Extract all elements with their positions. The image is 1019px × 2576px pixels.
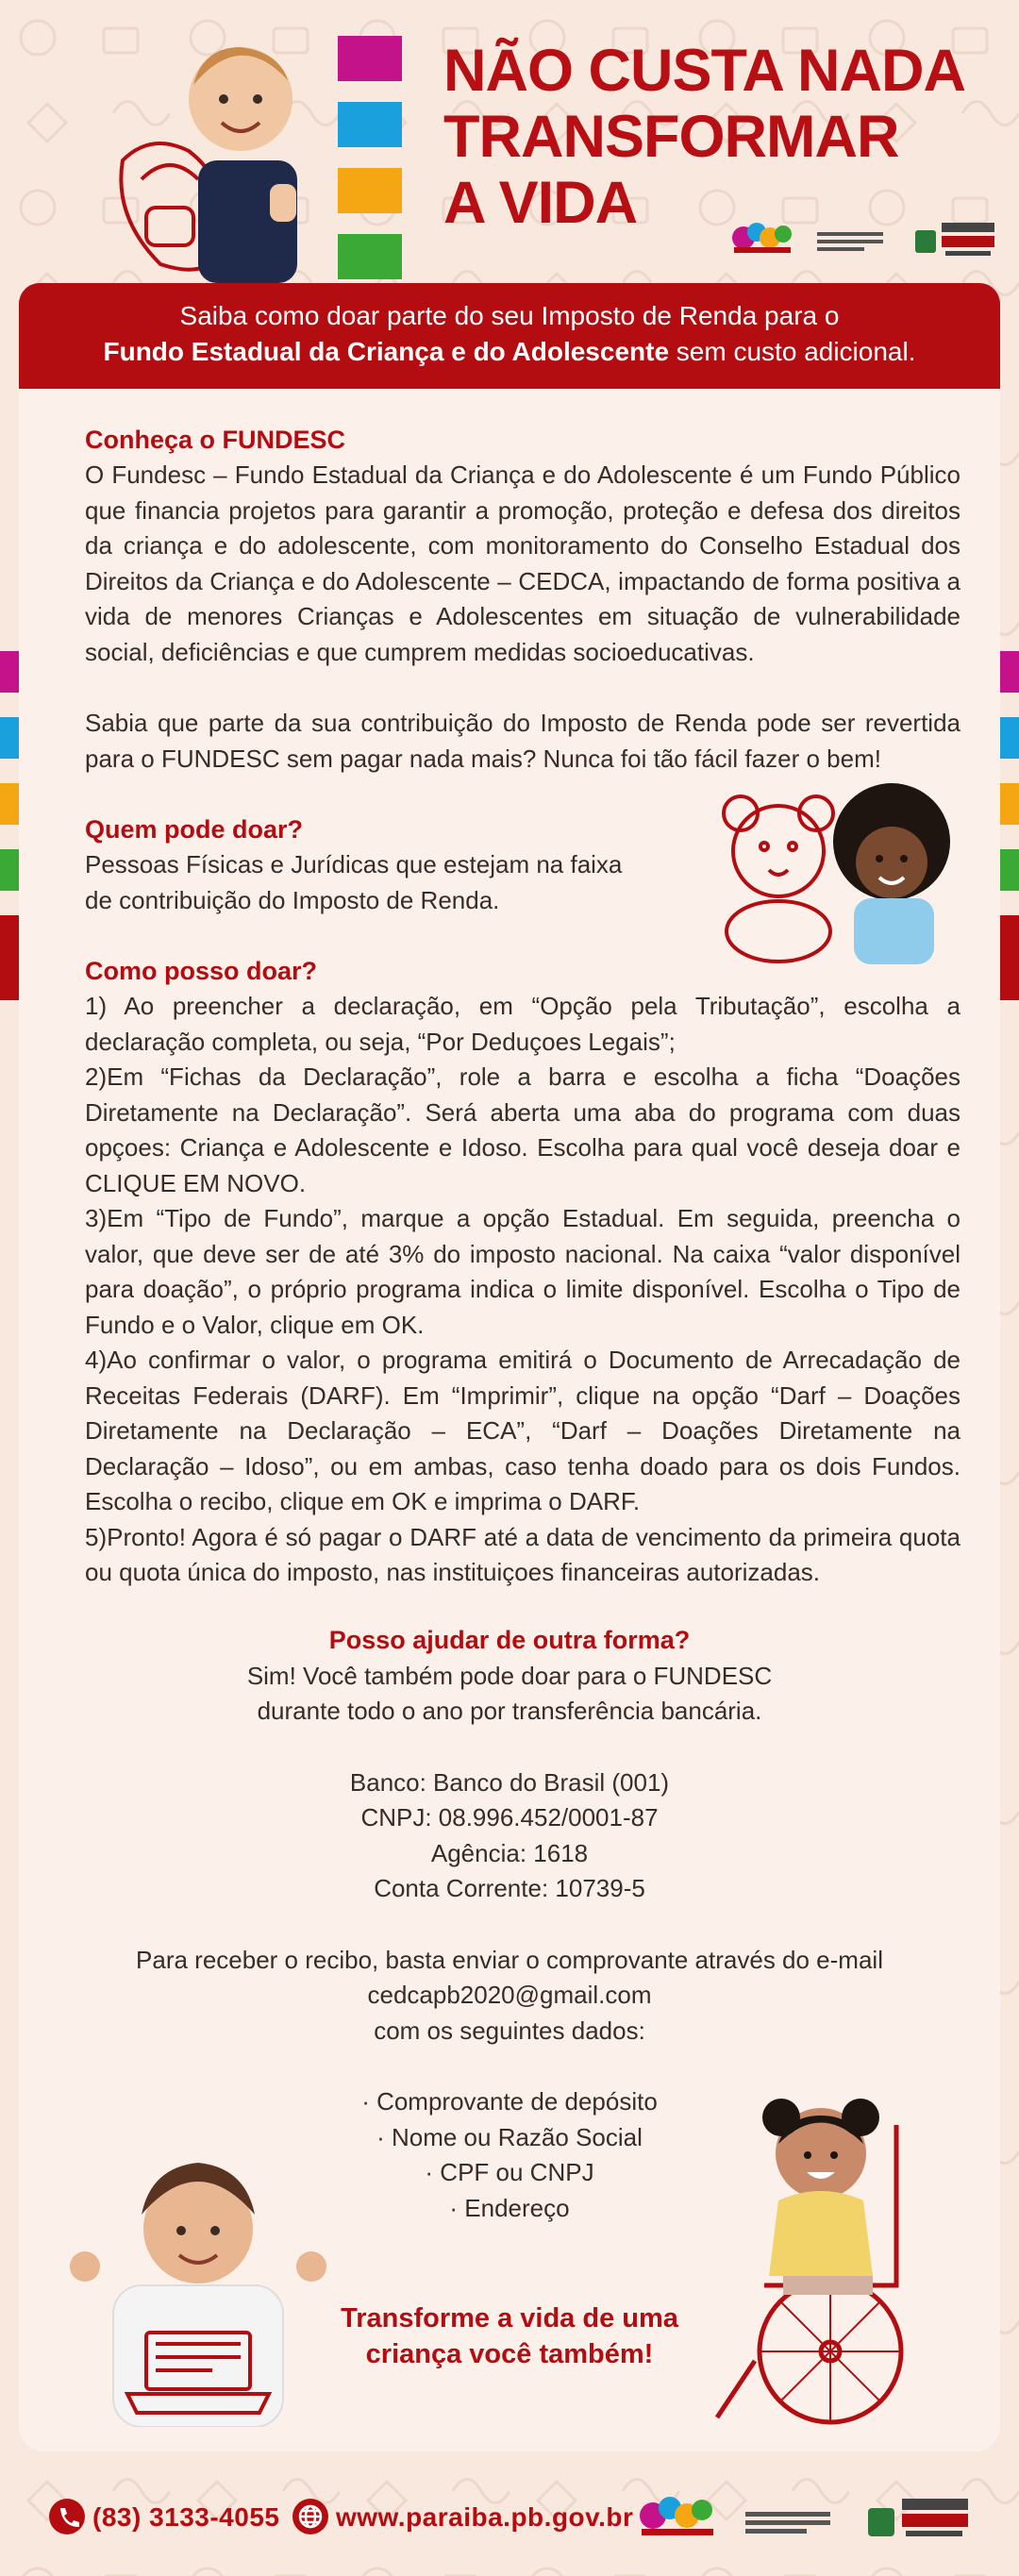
cta-line-2: criança você também! bbox=[365, 2339, 654, 2369]
paraiba-logo bbox=[915, 223, 994, 256]
step-1: 1) Ao preencher a declaração, em “Opção pela Tributação”, escolha a declaração completa, ou seja, “Por Deduçoes Legais”; bbox=[85, 992, 961, 1056]
intro-line-2 bbox=[19, 334, 1000, 370]
square-green bbox=[338, 234, 402, 279]
intro-line-2-rest: sem custo adicional. bbox=[669, 337, 916, 366]
cedca-logo-footer bbox=[640, 2497, 713, 2535]
who-body: Pessoas Físicas e Jurídicas que estejam na faixa de contribuição do Imposto de Renda. bbox=[85, 850, 623, 914]
phone-icon bbox=[49, 2499, 85, 2534]
footer-logos bbox=[632, 2489, 1000, 2550]
data-item-name: · Nome ou Razão Social bbox=[376, 2122, 643, 2151]
bank-agency: Agência: 1618 bbox=[430, 1838, 589, 1867]
side-stripe-red-right bbox=[998, 915, 1019, 1000]
fundesc-body: O Fundesc – Fundo Estadual da Criança e do Adolescente é um Fundo Público que financia projetos para garantir a promoção, proteção e defesa dos direitos da criança e do adolescente, com monitoramento do Conselho Estadual dos Direitos da Criança e do Adolescente – CEDCA, impactando de forma positiva a vida de menores Crianças e Adolescentes em situação de vulnerabilidade social, deficiências e que cumprem medidas socioeducativas. bbox=[85, 460, 961, 666]
step-3: 3)Em “Tipo de Fundo”, marque a opção Estadual. Em seguida, preencha o valor, que deve ser de até 3% do imposto nacional. Na caixa “valor disponível para doação”, o próprio programa indica o limite disponível. Escolha o Tipo de Fundo e o Valor, clique em OK. bbox=[85, 1204, 961, 1339]
step-2: 2)Em “Fichas da Declaração”, role a barra e escolha a ficha “Doações Diretamente na Declaração”. Será aberta uma aba do programa com duas opçoes: Criança e Adolescente e Idoso. Escolha para qual você deseja doar e CLIQUE EM NOVO. bbox=[85, 1062, 961, 1197]
square-orange bbox=[338, 168, 402, 213]
boy-with-laptop-illustration bbox=[47, 2125, 349, 2427]
boy-with-backpack-illustration bbox=[94, 19, 321, 283]
intro-fund-name: Fundo Estadual da Criança e do Adolescente bbox=[103, 337, 670, 366]
girl-with-teddy-illustration bbox=[698, 776, 981, 964]
receipt-email: cedcapb2020@gmail.com bbox=[367, 1981, 652, 2009]
bank-name: Banco: Banco do Brasil (001) bbox=[349, 1767, 670, 1797]
footer-website[interactable]: www.paraiba.pb.gov.br bbox=[336, 2502, 634, 2532]
intro-band bbox=[19, 283, 1000, 389]
cedca-logo bbox=[732, 223, 792, 253]
secretaria-logo bbox=[817, 232, 883, 251]
side-stripe-orange-right bbox=[998, 783, 1019, 825]
content-card bbox=[19, 389, 1000, 2451]
bank-cnpj: CNPJ: 08.996.452/0001-87 bbox=[360, 1803, 659, 1832]
headline bbox=[443, 38, 972, 236]
who-title: Quem pode doar? bbox=[85, 815, 304, 844]
cta-line-1: Transforme a vida de uma bbox=[341, 2303, 678, 2333]
headline-line-1: NÃO CUSTA NADA bbox=[443, 38, 965, 104]
side-stripe-magenta-left bbox=[0, 651, 21, 693]
side-stripe-orange-left bbox=[0, 783, 21, 825]
girl-with-wheelchair-illustration bbox=[679, 2068, 981, 2446]
receipt-line-3: com os seguintes dados: bbox=[374, 2016, 645, 2045]
footer bbox=[0, 2463, 1019, 2576]
side-stripe-red-left bbox=[0, 915, 21, 1000]
side-stripe-green-right bbox=[998, 849, 1019, 891]
receipt-line-1: Para receber o recibo, basta enviar o comprovante através do e-mail bbox=[136, 1945, 883, 1974]
data-item-deposit: · Comprovante de depósito bbox=[361, 2087, 658, 2116]
step-4: 4)Ao confirmar o valor, o programa emitirá o Documento de Arrecadação de Receitas Federais (DARF). Em “Imprimir”, clique na opção “Darf – Doações Diretamente na Declaração – ECA”, “Darf – Doações Diretamente na Declaração – Idoso”, ou em ambas, caso tenha doado para os dois Fundos. Escolha o recibo, clique em OK e imprima o DARF. bbox=[85, 1346, 961, 1515]
contrib-body: Sabia que parte da sua contribuição do Imposto de Renda pode ser revertida para o FUNDESC sem pagar nada mais? Nunca foi tão fácil fazer o bem! bbox=[85, 709, 961, 773]
headline-line-3: A VIDA bbox=[443, 170, 638, 236]
globe-icon bbox=[292, 2499, 328, 2534]
secretaria-logo-footer bbox=[745, 2512, 830, 2534]
other-line-2: durante todo o ano por transferência bancária. bbox=[257, 1697, 762, 1725]
square-blue bbox=[338, 102, 402, 147]
intro-line-1: Saiba como doar parte do seu Imposto de Renda para o bbox=[179, 301, 840, 330]
side-stripe-green-left bbox=[0, 849, 21, 891]
step-5: 5)Pronto! Agora é só pagar o DARF até a data de vencimento da primeira quota ou quota única do imposto, nas instituiçoes financeiras autorizadas. bbox=[85, 1522, 961, 1586]
other-title: Posso ajudar de outra forma? bbox=[328, 1626, 691, 1654]
how-title: Como posso doar? bbox=[85, 957, 318, 985]
call-to-action bbox=[321, 2300, 698, 2372]
paraiba-logo-footer bbox=[868, 2499, 968, 2536]
side-stripe-magenta-right bbox=[998, 651, 1019, 693]
bank-account: Conta Corrente: 10739-5 bbox=[374, 1874, 645, 1902]
other-line-1: Sim! Você também pode doar para o FUNDESC bbox=[246, 1661, 773, 1690]
headline-line-2: TRANSFORMAR bbox=[443, 104, 899, 170]
main-content bbox=[85, 423, 961, 1591]
footer-phone[interactable]: (83) 3133-4055 bbox=[92, 2502, 280, 2532]
fundesc-title: Conheça o FUNDESC bbox=[85, 426, 346, 454]
header-logos bbox=[727, 215, 1000, 264]
side-stripe-blue-right bbox=[998, 717, 1019, 759]
data-item-address: · Endereço bbox=[449, 2193, 570, 2222]
side-stripe-blue-left bbox=[0, 717, 21, 759]
data-item-cpf: · CPF ou CNPJ bbox=[425, 2158, 594, 2186]
square-magenta bbox=[338, 36, 402, 81]
